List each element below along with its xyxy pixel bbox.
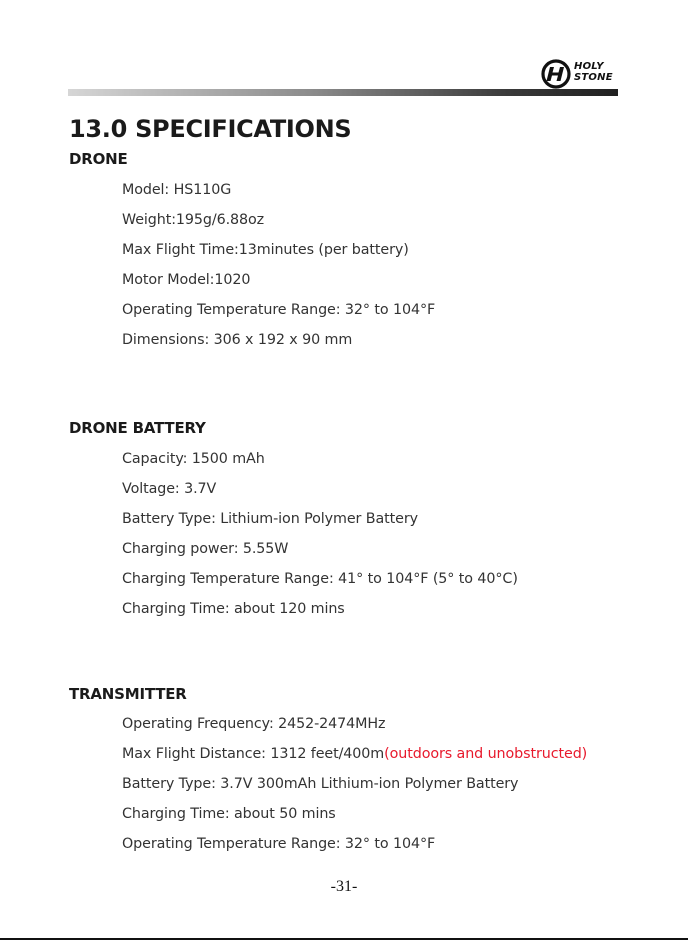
spec-item: Operating Frequency: 2452-2474MHz xyxy=(122,716,386,732)
section-heading-drone-battery: DRONE BATTERY xyxy=(69,419,206,437)
spec-item: Charging Time: about 50 mins xyxy=(122,806,336,822)
holy-stone-logo-icon xyxy=(541,59,571,89)
spec-item: Model: HS110G xyxy=(122,182,232,198)
distance-note: (outdoors and unobstructed) xyxy=(384,746,588,762)
logo-line-1: HOLY xyxy=(574,61,604,72)
spec-item: Charging Time: about 120 mins xyxy=(122,601,345,617)
section-heading-transmitter: TRANSMITTER xyxy=(69,685,187,703)
spec-item: Operating Temperature Range: 32° to 104°F xyxy=(122,302,436,318)
battery-spec-list xyxy=(122,449,518,629)
spec-item: Max Flight Time:13minutes (per battery) xyxy=(122,242,409,258)
spec-item-max-flight-distance xyxy=(122,744,587,774)
spec-item: Charging power: 5.55W xyxy=(122,541,289,557)
holy-stone-logo xyxy=(541,59,621,89)
spec-item: Motor Model:1020 xyxy=(122,272,251,288)
spec-item-text: Max Flight Distance: 1312 feet/400m xyxy=(122,746,385,762)
section-heading-drone: DRONE xyxy=(69,150,128,168)
spec-item: Battery Type: 3.7V 300mAh Lithium-ion Polymer Battery xyxy=(122,776,519,792)
spec-item: Operating Temperature Range: 32° to 104°F xyxy=(122,836,436,852)
spec-item: Dimensions: 306 x 192 x 90 mm xyxy=(122,332,353,348)
header-rule xyxy=(68,89,618,96)
drone-spec-list xyxy=(122,180,435,360)
logo-line-2: STONE xyxy=(574,72,613,83)
logo-wordmark xyxy=(574,61,613,83)
spec-item: Voltage: 3.7V xyxy=(122,481,217,497)
spec-item: Capacity: 1500 mAh xyxy=(122,451,265,467)
page-title: 13.0 SPECIFICATIONS xyxy=(69,115,352,143)
spec-item: Battery Type: Lithium-ion Polymer Battery xyxy=(122,511,418,527)
page-number: -31- xyxy=(330,878,358,895)
spec-item: Weight:195g/6.88oz xyxy=(122,212,265,228)
transmitter-spec-list xyxy=(122,714,587,864)
spec-item: Charging Temperature Range: 41° to 104°F (5° to 40°C) xyxy=(122,571,518,587)
